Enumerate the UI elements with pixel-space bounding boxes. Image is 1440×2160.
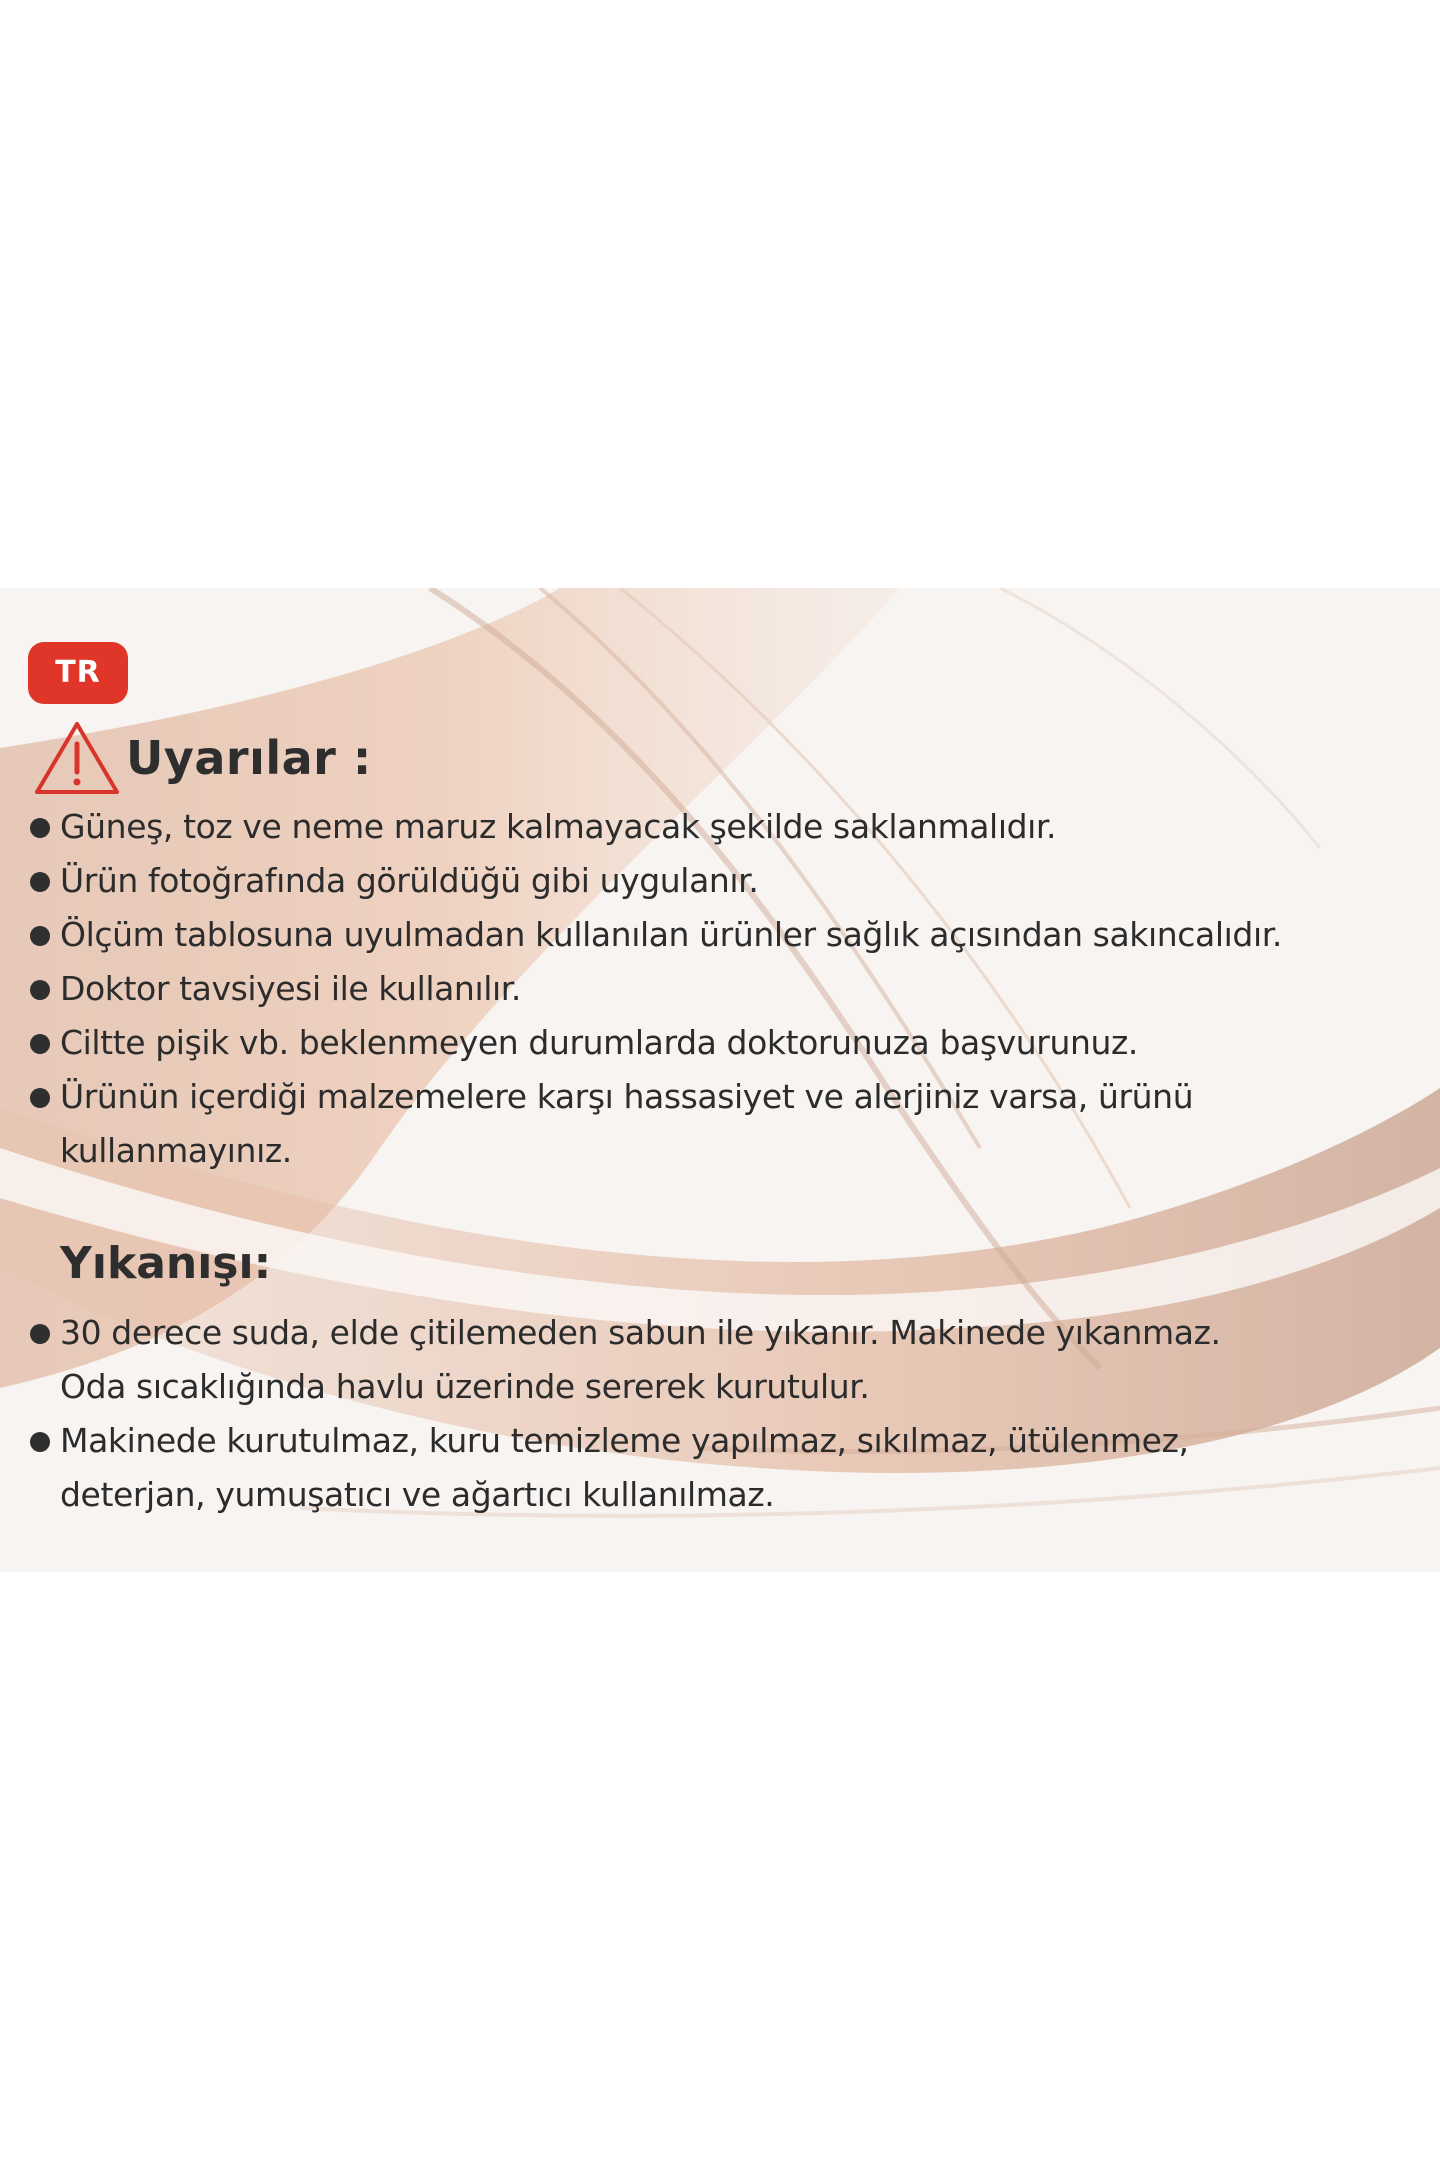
list-item bbox=[28, 854, 1282, 908]
washing-title: Yıkanışı: bbox=[60, 1238, 272, 1289]
bullet-icon bbox=[30, 1324, 50, 1344]
item-text: Makinede kurutulmaz, kuru temizleme yapılmaz, sıkılmaz, ütülenmez, bbox=[60, 1421, 1189, 1460]
list-item bbox=[28, 1306, 1221, 1414]
bullet-icon bbox=[30, 1432, 50, 1452]
item-text: Doktor tavsiyesi ile kullanılır. bbox=[60, 969, 521, 1008]
item-text: Ürünün içerdiği malzemelere karşı hassasiyet ve alerjiniz varsa, ürünü bbox=[60, 1077, 1194, 1116]
label-content bbox=[0, 588, 1440, 1572]
item-text: Ölçüm tablosuna uyulmadan kullanılan ürünler sağlık açısından sakıncalıdır. bbox=[60, 915, 1282, 954]
bullet-icon bbox=[30, 1034, 50, 1054]
warnings-title: Uyarılar : bbox=[126, 731, 372, 785]
item-text-continued: kullanmayınız. bbox=[60, 1131, 292, 1170]
list-item bbox=[28, 1016, 1282, 1070]
list-item bbox=[28, 800, 1282, 854]
list-item bbox=[28, 1414, 1221, 1522]
bullet-icon bbox=[30, 1088, 50, 1108]
bullet-icon bbox=[30, 980, 50, 1000]
list-item bbox=[28, 908, 1282, 962]
bullet-icon bbox=[30, 872, 50, 892]
item-text-continued: deterjan, yumuşatıcı ve ağartıcı kullanılmaz. bbox=[60, 1475, 775, 1514]
language-badge: TR bbox=[28, 642, 128, 704]
washing-list bbox=[28, 1306, 1221, 1522]
item-text: Ürün fotoğrafında görüldüğü gibi uygulanır. bbox=[60, 861, 759, 900]
care-label-card bbox=[0, 588, 1440, 1572]
list-item bbox=[28, 1070, 1282, 1178]
warning-triangle-icon bbox=[34, 720, 120, 796]
warnings-list bbox=[28, 800, 1282, 1178]
list-item bbox=[28, 962, 1282, 1016]
warnings-heading bbox=[34, 718, 372, 798]
item-text: Güneş, toz ve neme maruz kalmayacak şekilde saklanmalıdır. bbox=[60, 807, 1057, 846]
bullet-icon bbox=[30, 926, 50, 946]
item-text-continued: Oda sıcaklığında havlu üzerinde sererek kurutulur. bbox=[60, 1367, 870, 1406]
bullet-icon bbox=[30, 818, 50, 838]
item-text: 30 derece suda, elde çitilemeden sabun ile yıkanır. Makinede yıkanmaz. bbox=[60, 1313, 1221, 1352]
item-text: Ciltte pişik vb. beklenmeyen durumlarda doktorunuza başvurunuz. bbox=[60, 1023, 1138, 1062]
